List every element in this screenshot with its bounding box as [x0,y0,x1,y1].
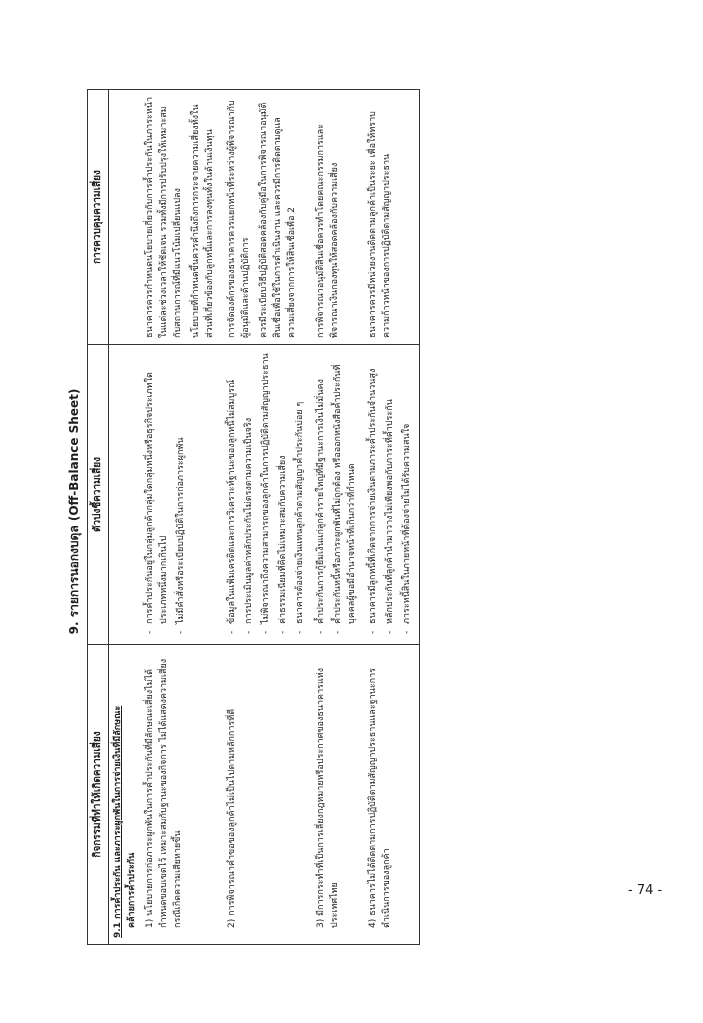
list-item: - ไม่มีคำสั่งหรือระเบียบปฏิบัติในการก่อภาระผูกพัน [174,351,188,624]
control-item: การพิจารณาอนุมัติสินเชื่อควรทำโดยคณะกรรมการและพิจารณาเงินกองทุนให้สอดคล้องกับความเสี่ยง [316,124,340,338]
indicator-list-1 [143,351,188,638]
indicator-list-2 [225,351,307,638]
activity-2: 2) การพิจารณาคำขอของลูกค้าไม่เป็นไปตามหลักการที่ดี [227,708,237,928]
list-item: - ธนาคารมีลูกหนี้ที่เกิดจากการจ่ายเงินตามภาระค้ำประกันจำนวนสูง [366,351,380,624]
list-item: - ธนาคารต้องจ่ายเงินแทนลูกค้าตามสัญญาค้ำประกันบ่อย ๆ [293,351,307,624]
list-item: - ไม่พิจารณาถึงความสามารถของลูกค้าในการปฏิบัติตามสัญญาประธาน [259,351,273,624]
section-row [109,90,142,945]
page-title: 9. รายการนอกงบดุล (Off-Balance Sheet) [67,388,81,635]
list-item: - ค่าธรรมเนียมที่คิดไม่เหมาะสมกับความเสี่ยง [276,351,290,624]
activity-3: 3) มีการกระทำที่เป็นการเลี่ยงกฎหมายหรือประกาศของธนาคารแห่งประเทศไทย [316,667,340,928]
table-row [364,90,420,945]
control-item: ธนาคารควรมีหน่วยงานติดตามลูกค้าเป็นระยะ เพื่อให้ทราบความก้าวหน้าของการปฏิบัติตามสัญญาประธาน [368,111,392,338]
page-number: - 74 - [628,883,663,898]
header-activity: กิจกรรมที่ทำให้เกิดความเสี่ยง [88,645,109,945]
control-item: ธนาคารควรกำหนดนโยบายเกี่ยวกับการค้ำประกันในภาระหน้าในแต่ละช่วงเวลาให้ชัดเจน รวมทั้งมีการปรับปรุงให้เหมาะสมกับสถานการณ์ที่มีแนวโน้มเปลี่ยนแปลง [145,97,183,338]
indicator-list-3 [314,351,359,638]
control-item: การจัดองค์กรของธนาคารควรแยกหน้าที่ระหว่างผู้พิจารณากับผู้อนุมัติและด้านปฏิบัติการ [227,100,251,338]
section-heading: 9.1 การค้ำประกัน และภาระผูกพันในการจ่ายเงินที่มีลักษณะ [113,705,123,938]
header-control: การควบคุมความเสี่ยง [88,90,109,345]
control-item: นโยบายที่กำหนดขึ้นควรคำนึงถึงการกระจายความเสี่ยงทั้งในส่วนที่เกี่ยวข้องกับลูกหนี้และการลงทุนทั้งในด้านเงินทุน [191,104,215,338]
table-row [312,90,364,945]
list-item: - ข้อมูลในแฟ้มเครดิตและการวิเคราะห์ฐานะของลูกหนี้ไม่สมบูรณ์ [225,351,239,624]
table-header-row [88,90,109,945]
section-cell [109,645,142,945]
risk-table [87,89,420,945]
activity-4: 4) ธนาคารไม่ได้ติดตามการปฏิบัติตามสัญญาประธานและฐานะการดำเนินการของลูกค้า [368,668,392,928]
list-item: - การประเมินมูลค่าหลักประกันไม่ตรงตามความเป็นจริง [242,351,256,624]
list-item: - หลักประกันที่ลูกค้านำมาวางไม่เพียงพอกับภาระที่ค้ำประกัน [383,351,397,624]
control-item: ควรมีระเบียบวิธีปฏิบัติสอดคล้องกับคู่มือในการพิจารณาอนุมัติสินเชื่อเพื่อใช้ในการดำเนินงาน และควรมีการติดตามดูแลความเสี่ยงจากการให้สินเชื่อเพื่อ 2 [259,102,297,338]
list-item: - ภาระหนี้สินในภายหน้าที่ต้องจ่ายไม่ได้รับความสนใจ [400,351,414,624]
activity-1: 1) นโยบายการก่อภาระผูกพันในการค้ำประกันที่มีลักษณะเสี่ยงไม่ได้กำหนดขอบเขตไว้ เหมาะสมกับฐานะของกิจการ ไม่ได้แสดงความเสี่ยงกรณีเกิดความเสียหายขึ้น [145,658,183,928]
list-item: - ค้ำประกันหนี้หรือภาระผูกพันที่ไม่ถูกต้อง หรือออกหนังสือค้ำประกันที่บุคคลผู้ขอมีอำนาจหน้าที่เกินกว่าที่กำหนด [331,351,359,624]
section-subheading: คล้ายการค้ำประกัน [127,852,137,928]
list-item: - ค้ำประกันการกู้ยืมเงินแก่ลูกค้ารายใหญ่ที่มีฐานะการเงินไม่มั่นคง [314,351,328,624]
table-row [223,90,312,945]
indicator-list-4 [366,351,414,638]
table-row [141,90,223,945]
list-item: - การค้ำประกันอยู่ในกลุ่มลูกค้ากลุ่มใดกลุ่มหนึ่งหรือธุรกิจประเภทใดประเภทหนึ่งมากเกินไป [143,351,171,624]
header-indicator: ตัวบ่งชี้ความเสี่ยง [88,345,109,645]
